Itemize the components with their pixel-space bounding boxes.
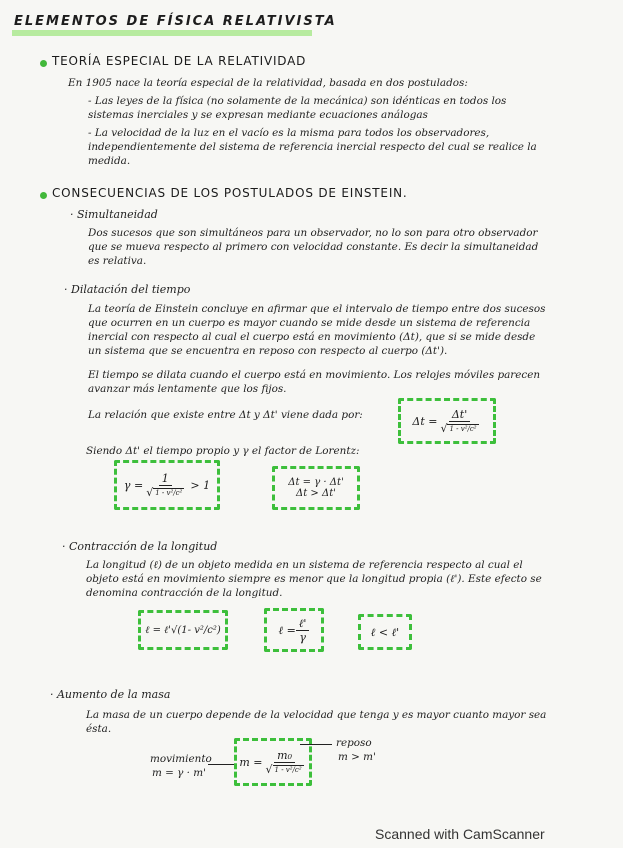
sqrt-denominator: √ 1 - v²/c² <box>265 762 302 776</box>
radicand: 1 - v²/c² <box>449 424 477 433</box>
section1-heading: TEORÍA ESPECIAL DE LA RELATIVIDAD <box>52 54 307 68</box>
mass-label-rest: reposo <box>336 737 372 749</box>
sqrt-denominator: √ 1 - v²/c² <box>440 421 477 435</box>
masa-title: · Aumento de la masa <box>50 688 171 701</box>
dilatacion-paragraph-1: La teoría de Einstein concluye en afirmar que el intervalo de tiempo entre dos sucesos que ocurren en un cuerpo es mayor cuando se mide desde un sistema de referencia inercial con respecto al cual el cuerpo está en movimiento (Δt), que si se mide desde un sistema que se encuentra en reposo con respecto al cuerpo (Δt'). <box>88 303 546 357</box>
section-bullet <box>40 192 47 199</box>
formula-lhs: ℓ = <box>278 623 296 637</box>
mass-label-movement: movimiento <box>150 753 212 765</box>
section1-intro: En 1905 nace la teoría especial de la relatividad, basada en dos postulados: <box>68 77 468 89</box>
radicand: 1 - v²/c² <box>155 488 183 497</box>
relation-line-2: Δt > Δt' <box>296 488 336 499</box>
section2-heading: CONSECUENCIAS DE LOS POSTULADOS DE EINSTEIN. <box>52 186 408 200</box>
simultaneidad-title: · Simultaneidad <box>70 208 158 221</box>
mass-label-rest-relation: m > m' <box>338 751 376 763</box>
fraction <box>263 749 307 776</box>
scan-watermark: Scanned with CamScanner <box>375 826 545 842</box>
contraction-inequality: ℓ < ℓ' <box>358 614 412 650</box>
numerator: ℓ' <box>296 617 310 631</box>
dilation-relation-box <box>272 466 360 510</box>
radicand: 1 - v²/c² <box>274 765 302 774</box>
dilatacion-title: · Dilatación del tiempo <box>64 283 191 296</box>
formula-lhs: Δt = <box>412 414 438 428</box>
simultaneidad-text: Dos sucesos que son simultáneos para un observador, no lo son para otro observador que se mueva respecto al primero con velocidad constante. Es decir la simultaneidad es relativa. <box>88 227 539 267</box>
gamma-lhs: γ = <box>123 478 144 492</box>
masa-text: La masa de un cuerpo depende de la velocidad que tenga y es mayor cuanto mayor sea ésta. <box>86 709 547 735</box>
contraction-formula-1: ℓ = ℓ'√(1- v²/c²) <box>138 610 228 650</box>
formula-lhs: m = <box>239 755 263 769</box>
mass-formula <box>234 738 312 786</box>
mass-label-movement-relation: m = γ · m' <box>152 767 206 779</box>
title-highlight <box>12 30 312 36</box>
dilatacion-paragraph-2: El tiempo se dilata cuando el cuerpo está en movimiento. Los relojes móviles parecen avanzar más lentamente que los fijos. <box>88 369 541 395</box>
sqrt-denominator: √ 1 - v²/c² <box>146 485 183 499</box>
numerator: m₀ <box>274 749 295 763</box>
fraction <box>296 617 310 644</box>
contraccion-title: · Contracción de la longitud <box>62 540 218 553</box>
gamma-formula <box>114 460 220 510</box>
arrow-right <box>300 744 332 745</box>
dilatacion-relation: La relación que existe entre Δt y Δt' viene dada por: <box>88 409 363 421</box>
section-bullet <box>40 60 47 67</box>
postulate-2: - La velocidad de la luz en el vacío es la misma para todos los observadores, independientemente del sistema de referencia inercial respecto del cual se realice la medida. <box>88 127 537 167</box>
fraction <box>437 408 481 435</box>
relation-line-1: Δt = γ · Δt' <box>288 477 344 488</box>
time-dilation-formula <box>398 398 496 444</box>
gamma-rhs: > 1 <box>190 478 211 492</box>
numerator: Δt' <box>449 408 470 422</box>
postulate-1: - Las leyes de la física (no solamente de la mecánica) son idénticas en todos los sistemas inerciales y se expresan mediante ecuaciones análogas <box>88 95 507 121</box>
dilatacion-siendo: Siendo Δt' el tiempo propio y γ el factor de Lorentz: <box>86 445 360 457</box>
page-title: ELEMENTOS DE FÍSICA RELATIVISTA <box>14 14 337 29</box>
numerator: 1 <box>159 472 172 486</box>
denominator: γ <box>299 630 306 644</box>
contraction-formula-2 <box>264 608 324 652</box>
fraction <box>143 472 187 499</box>
contraccion-text: La longitud (ℓ) de un objeto medida en un sistema de referencia respecto al cual el objeto está en movimiento siempre es menor que la longitud propia (ℓ'). Este efecto se denomina contracción de la longitud. <box>86 559 542 599</box>
